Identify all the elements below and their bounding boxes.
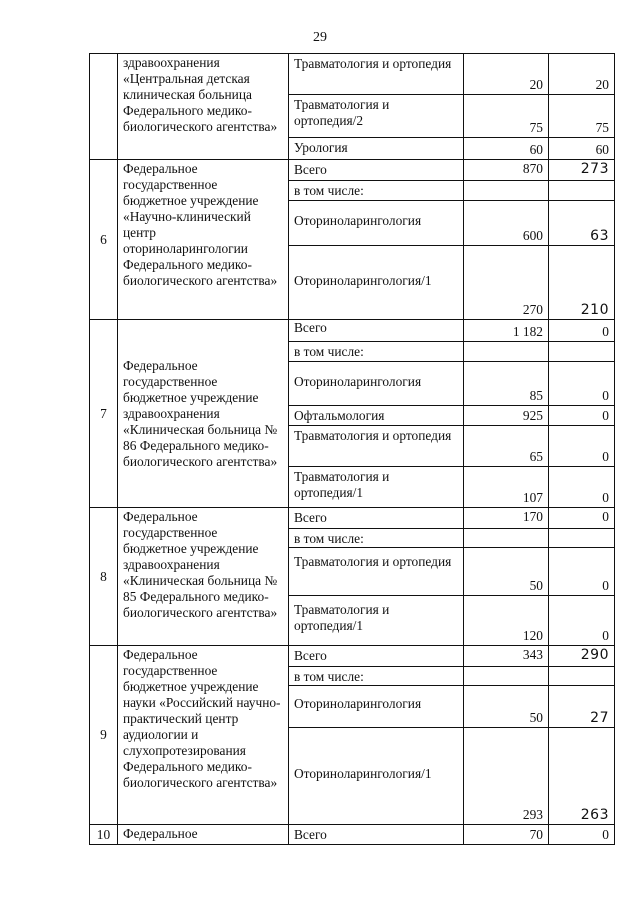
value-2 [549,342,615,362]
organization-name: здравоохранения «Центральная детская клиническая больница Федерального медико-биологического агентства» [118,54,289,160]
value-1: 85 [464,362,549,406]
department-name: Всего [289,320,464,342]
value-1 [464,181,549,201]
value-1: 293 [464,728,549,825]
value-1: 20 [464,54,549,95]
value-2: 75 [549,95,615,138]
value-1: 50 [464,548,549,596]
organization-name: Федеральное [118,825,289,845]
department-name: Травматология и ортопедия [289,54,464,95]
organization-name: Федеральное государственное бюджетное учреждение науки «Российский научно-практический центр аудиологии и слухопротезирования Федерального медико-биологического агентства» [118,646,289,825]
value-1: 870 [464,160,549,181]
value-1: 75 [464,95,549,138]
value-2: 263 [549,728,615,825]
value-2: 63 [549,201,615,246]
organization-name: Федеральное государственное бюджетное учреждение здравоохранения «Клиническая больница № 85 Федерального медико-биологического агентства» [118,508,289,646]
value-1 [464,529,549,548]
row-number: 8 [90,508,118,646]
department-name: Оториноларингология/1 [289,728,464,825]
value-2: 0 [549,320,615,342]
department-name: Травматология и ортопедия/2 [289,95,464,138]
row-number: 9 [90,646,118,825]
value-1: 50 [464,686,549,728]
value-1: 600 [464,201,549,246]
table-row [90,825,615,845]
value-1: 270 [464,246,549,320]
value-2: 290 [549,646,615,667]
hospital-capacity-table [89,53,615,845]
row-number: 10 [90,825,118,845]
page-number: 29 [313,30,327,45]
table-row [90,54,615,95]
department-name: Офтальмология [289,406,464,426]
value-2 [549,529,615,548]
value-2: 0 [549,467,615,508]
organization-name: Федеральное государственное бюджетное учреждение здравоохранения «Клиническая больница № 86 Федерального медико-биологического агентства» [118,320,289,508]
value-2: 0 [549,825,615,845]
department-name: Оториноларингология [289,362,464,406]
value-1: 60 [464,138,549,160]
value-2: 273 [549,160,615,181]
value-2: 0 [549,508,615,529]
value-1: 65 [464,426,549,467]
value-1: 925 [464,406,549,426]
value-1: 170 [464,508,549,529]
value-1: 70 [464,825,549,845]
department-name: Оториноларингология [289,201,464,246]
value-2: 0 [549,406,615,426]
table-row [90,320,615,342]
department-name: Всего [289,825,464,845]
value-1: 1 182 [464,320,549,342]
row-number [90,54,118,160]
department-name: Урология [289,138,464,160]
department-name: в том числе: [289,529,464,548]
department-name: Всего [289,160,464,181]
department-name: Травматология и ортопедия/1 [289,467,464,508]
row-number: 6 [90,160,118,320]
value-2: 0 [549,362,615,406]
value-1: 120 [464,596,549,646]
table-row [90,160,615,181]
department-name: Оториноларингология/1 [289,246,464,320]
value-2 [549,667,615,686]
department-name: Оториноларингология [289,686,464,728]
organization-name: Федеральное государственное бюджетное учреждение «Научно-клинический центр оториноларингологии Федерального медико-биологического агентства» [118,160,289,320]
row-number: 7 [90,320,118,508]
value-1 [464,667,549,686]
department-name: в том числе: [289,342,464,362]
value-2: 60 [549,138,615,160]
value-2: 27 [549,686,615,728]
department-name: Травматология и ортопедия [289,426,464,467]
value-2: 0 [549,548,615,596]
value-1 [464,342,549,362]
table-row [90,508,615,529]
department-name: Травматология и ортопедия/1 [289,596,464,646]
department-name: в том числе: [289,181,464,201]
department-name: Всего [289,646,464,667]
value-2: 20 [549,54,615,95]
department-name: в том числе: [289,667,464,686]
value-2 [549,181,615,201]
department-name: Травматология и ортопедия [289,548,464,596]
department-name: Всего [289,508,464,529]
value-2: 0 [549,596,615,646]
value-2: 0 [549,426,615,467]
value-2: 210 [549,246,615,320]
table-row [90,646,615,667]
value-1: 343 [464,646,549,667]
value-1: 107 [464,467,549,508]
